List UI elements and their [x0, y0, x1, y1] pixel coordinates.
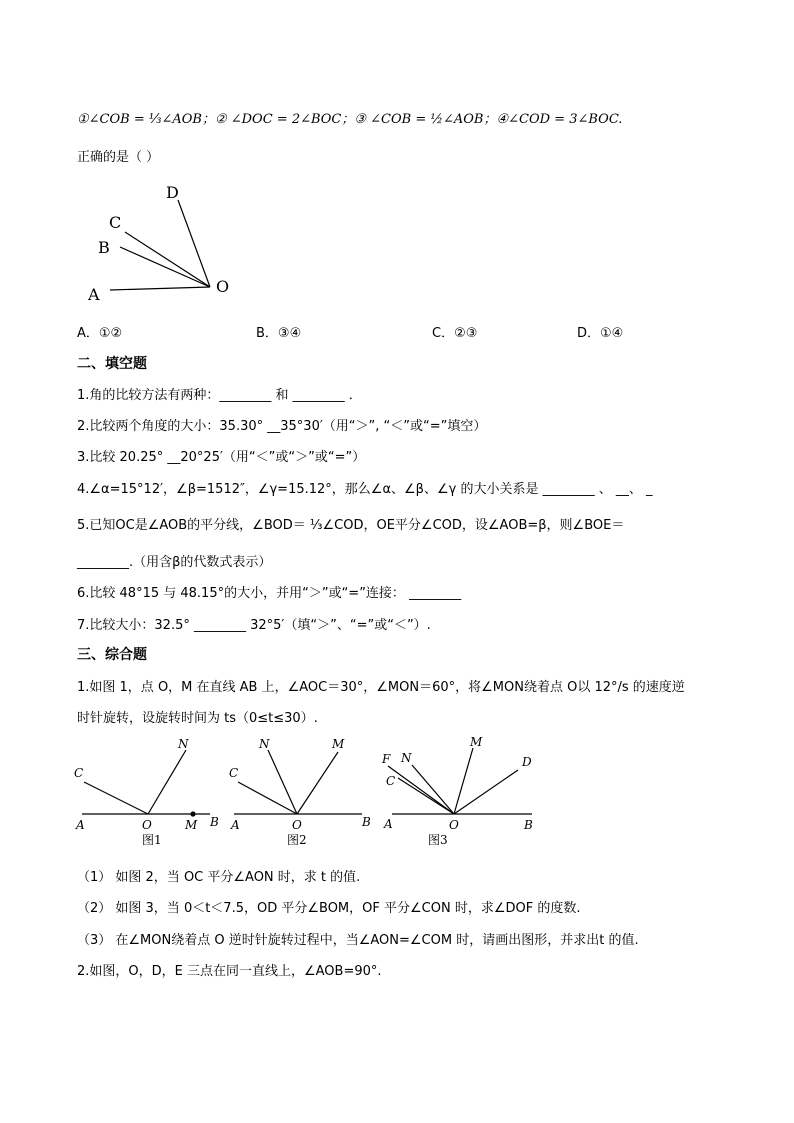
ray-OD	[178, 200, 210, 287]
svg-text:C: C	[229, 766, 239, 780]
svg-text:N: N	[178, 737, 189, 751]
svg-text:O: O	[142, 818, 152, 832]
figure-3	[381, 735, 533, 847]
rotation-figures	[70, 730, 550, 850]
label-O: O	[216, 277, 230, 296]
comp-q2: 2.如图，O，D，E 三点在同一直线上，∠AOB=90°.	[77, 964, 382, 979]
svg-text:B: B	[362, 815, 371, 829]
svg-text:N: N	[401, 751, 412, 765]
svg-text:O: O	[292, 818, 302, 832]
section2-heading: 二、填空题	[77, 356, 147, 372]
fill-q5-line2: ________.（用含β的代数式表示）	[77, 555, 272, 570]
ray-OB	[120, 247, 210, 287]
fill-q3: 3.比较 20.25° __20°25′（用“＜”或“＞”或“=”）	[77, 450, 366, 465]
svg-text:D: D	[522, 755, 532, 769]
label-D: D	[166, 183, 179, 202]
svg-text:F: F	[382, 752, 391, 766]
comp-q1-part1: （1） 如图 2，当 OC 平分∠AON 时，求 t 的值.	[77, 870, 361, 885]
option-C: C．②③	[432, 326, 478, 341]
caption-fig1: 图1	[142, 833, 162, 847]
fill-q5-line1: 5.已知OC是∠AOB的平分线，∠BOD＝ ⅓∠COD，OE平分∠COD，设∠AOB=β，则∠BOE＝	[77, 518, 625, 533]
svg-text:O: O	[449, 818, 459, 832]
svg-text:B: B	[210, 815, 219, 829]
svg-text:M: M	[185, 818, 198, 832]
svg-text:M: M	[470, 735, 483, 749]
question-prompt: 正确的是（ ）	[77, 150, 160, 165]
svg-text:B: B	[524, 818, 533, 832]
svg-text:C: C	[386, 774, 396, 788]
option-A: A．①②	[77, 326, 123, 341]
svg-text:A: A	[76, 818, 85, 832]
ray-OC	[125, 232, 210, 287]
figure-2	[229, 737, 371, 847]
comp-q1-part3: （3） 在∠MON绕着点 O 逆时针旋转过程中，当∠AON=∠COM 时，请画出图形，并求出t 的值.	[77, 933, 639, 948]
comp-q1-line2: 时针旋转，设旋转时间为 ts（0≤t≤30）.	[77, 711, 318, 726]
comp-q1-line1: 1.如图 1，点 O，M 在直线 AB 上，∠AOC＝30°，∠MON＝60°，将∠MON绕着点 O以 12°/s 的速度逆	[77, 680, 685, 695]
caption-fig3: 图3	[428, 833, 448, 847]
option-D: D．①④	[577, 326, 624, 341]
svg-text:A: A	[384, 817, 393, 831]
svg-text:A: A	[231, 818, 240, 832]
statements-line: ①∠COB = ⅓∠AOB；② ∠DOC = 2∠BOC；③ ∠COB = ½∠AOB；④∠COD = 3∠BOC.	[77, 112, 623, 127]
figure-1	[74, 737, 219, 847]
label-C: C	[109, 213, 122, 232]
option-B: B．③④	[256, 326, 302, 341]
section3-heading: 三、综合题	[77, 647, 147, 663]
ray-OA	[110, 287, 210, 290]
fill-q4: 4.∠α=15°12′，∠β=1512″，∠γ=15.12°，那么∠α、∠β、∠γ 的大小关系是 ________ 、 __、 _	[77, 482, 653, 497]
label-B: B	[98, 238, 110, 257]
fill-q2: 2.比较两个角度的大小：35.30° __35°30′（用“＞”, “＜”或“=”填空）	[77, 419, 487, 434]
svg-text:M: M	[332, 737, 345, 751]
fill-q6: 6.比较 48°15 与 48.15°的大小，并用“＞”或“=”连接： ________	[77, 586, 462, 601]
svg-text:C: C	[74, 766, 84, 780]
angle-figure	[80, 180, 240, 305]
comp-q1-part2: （2） 如图 3，当 0＜t＜7.5，OD 平分∠BOM，OF 平分∠CON 时，求∠DOF 的度数.	[77, 901, 581, 916]
fill-q7: 7.比较大小：32.5° ________ 32°5′（填“＞”、“=”或“＜”）.	[77, 618, 431, 633]
caption-fig2: 图2	[287, 833, 307, 847]
label-A: A	[88, 285, 100, 304]
svg-text:N: N	[259, 737, 270, 751]
fill-q1: 1.角的比较方法有两种：________ 和 ________ ．	[77, 388, 362, 403]
